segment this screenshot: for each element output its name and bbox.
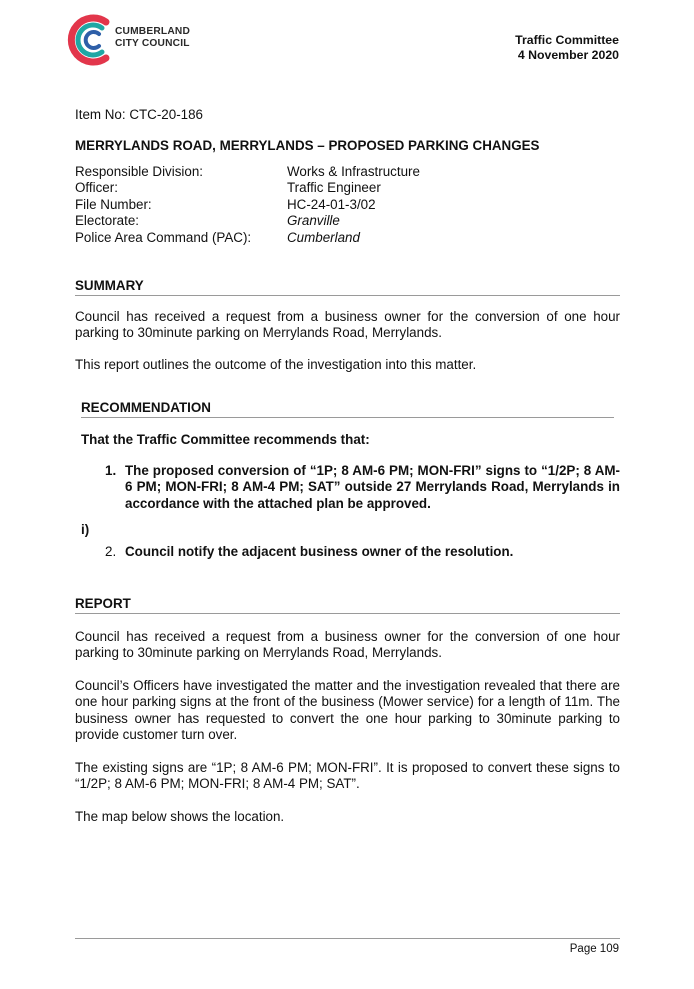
stray-marker: i) [81, 522, 90, 537]
metadata-table [75, 164, 420, 246]
meta-label: Officer: [75, 180, 118, 196]
meta-row [75, 164, 420, 180]
meta-value: Granville [287, 213, 340, 229]
summary-paragraph-1: Council has received a request from a business owner for the conversion of one hour parking to 30minute parking on Merrylands Road, Merrylands. [75, 309, 620, 341]
item-number: 1. [105, 463, 117, 478]
meta-row [75, 230, 420, 246]
recommendation-intro: That the Traffic Committee recommends that: [81, 432, 370, 447]
summary-heading: SUMMARY [75, 278, 620, 296]
report-paragraph-2: Council’s Officers have investigated the matter and the investigation revealed that there are one hour parking signs at the front of the business (Mower service) for a length of 11m. The business owner has requested to convert the one hour parking to 30minute parking to provide customer turn over. [75, 678, 620, 743]
page-number: Page 109 [569, 943, 619, 955]
committee-name: Traffic Committee [515, 33, 619, 47]
meta-value: HC-24-01-3/02 [287, 196, 376, 212]
recommendation-heading: RECOMMENDATION [81, 400, 614, 418]
report-heading: REPORT [75, 596, 620, 614]
council-name-line1: CUMBERLAND [115, 26, 191, 37]
item-number: 2. [105, 544, 117, 559]
council-name [115, 26, 190, 50]
recommendation-item [105, 544, 620, 560]
report-paragraph-1: Council has received a request from a business owner for the conversion of one hour parking to 30minute parking on Merrylands Road, Merrylands. [75, 629, 620, 661]
meta-row [75, 213, 420, 229]
document-title: MERRYLANDS ROAD, MERRYLANDS – PROPOSED PARKING CHANGES [75, 138, 540, 153]
report-paragraph-3: The existing signs are “1P; 8 AM-6 PM; MON-FRI”. It is proposed to convert these signs to “1/2P; 8 AM-6 PM; MON-FRI; 8 AM-4 PM; SAT”. [75, 760, 620, 792]
meta-label: File Number: [75, 196, 152, 212]
item-text: Council notify the adjacent business owner of the resolution. [125, 544, 514, 559]
footer-divider [75, 938, 620, 939]
meta-value: Cumberland [287, 229, 360, 245]
meta-row [75, 180, 420, 196]
meta-value: Traffic Engineer [287, 180, 381, 196]
meta-value: Works & Infrastructure [287, 164, 420, 179]
recommendation-item [105, 463, 620, 512]
report-paragraph-4: The map below shows the location. [75, 809, 285, 824]
item-text: The proposed conversion of “1P; 8 AM-6 PM; MON-FRI” signs to “1/2P; 8 AM-6 PM; MON-FRI; 8 AM-4 PM; SAT” outside 27 Merrylands Road, Merrylands in accordance with the attached plan be approved. [125, 463, 620, 511]
meta-label: Police Area Command (PAC): [75, 229, 252, 245]
council-logo-icon [66, 12, 116, 68]
council-name-line2: CITY COUNCIL [115, 38, 190, 49]
meta-label: Responsible Division: [75, 164, 204, 179]
summary-paragraph-2: This report outlines the outcome of the investigation into this matter. [75, 357, 477, 372]
header-meta [515, 33, 619, 63]
meta-label: Electorate: [75, 213, 140, 229]
meeting-date: 4 November 2020 [517, 48, 619, 62]
meta-row [75, 197, 420, 213]
item-number: Item No: CTC-20-186 [75, 107, 203, 122]
